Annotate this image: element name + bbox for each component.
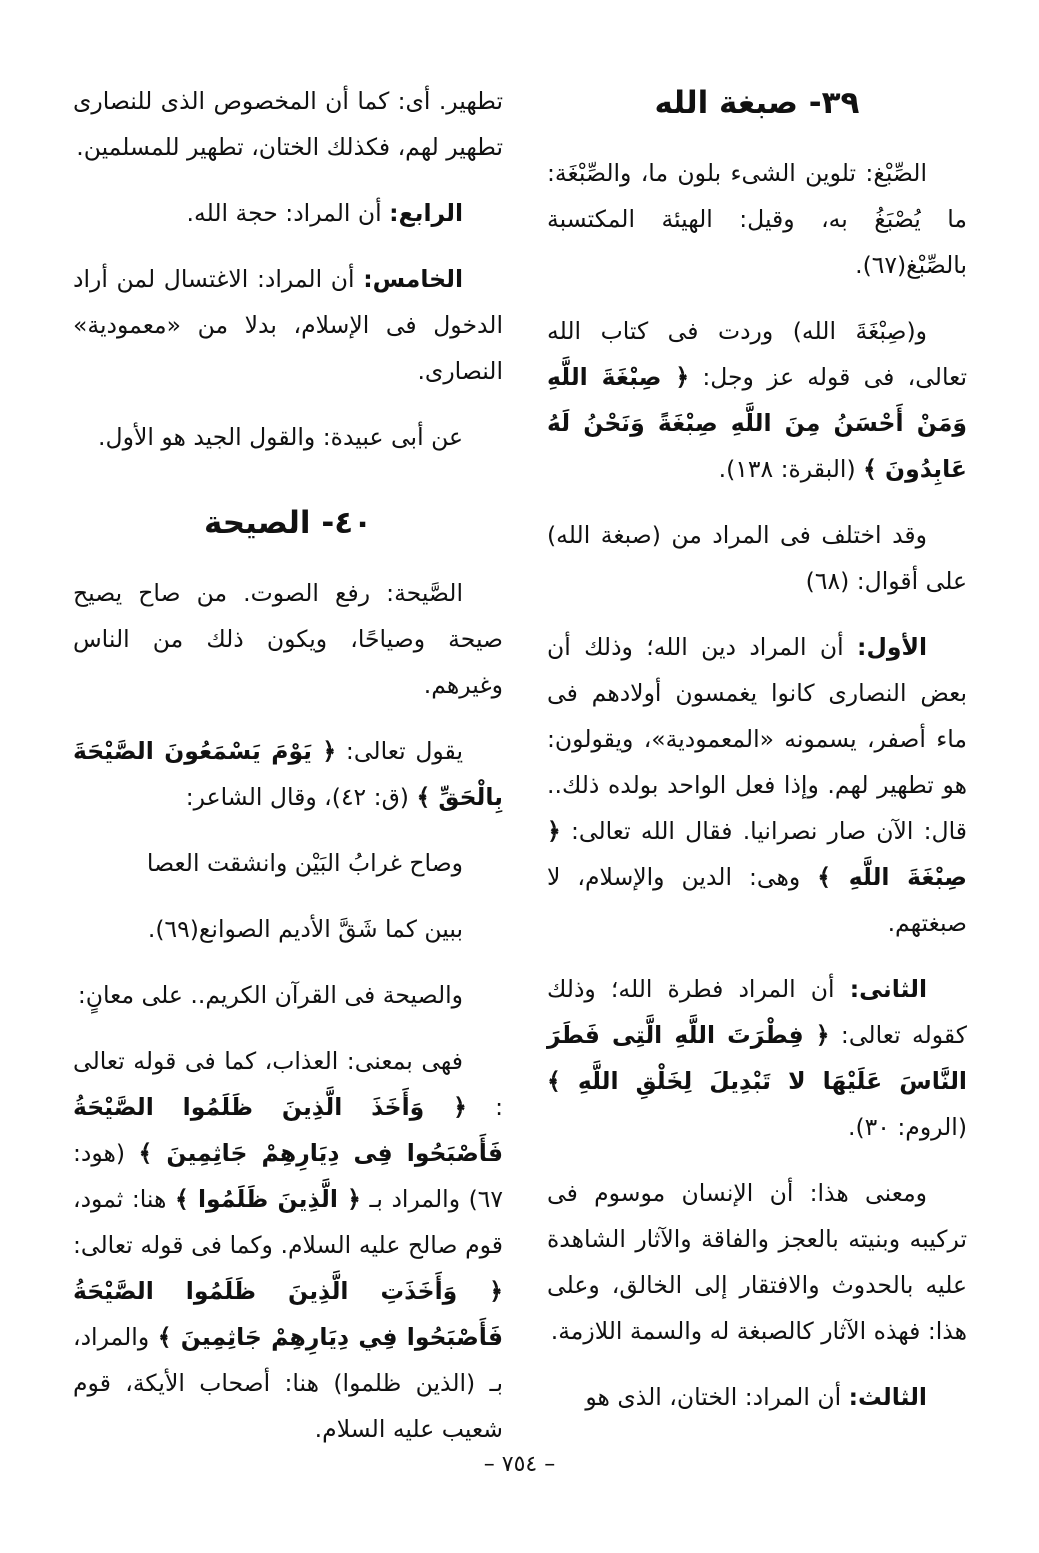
page-number: – ٧٥٤ – [483,1452,556,1477]
paragraph-text: (الروم: ٣٠). [848,1113,967,1141]
right-column [547,78,967,1440]
poetry-line: وصاح غرابُ البَيْن وانشقت العصا [146,849,463,877]
paragraph [73,414,503,460]
paragraph-text: و(صِبْغَةَ الله) وردت فى كتاب الله تعالى، فى قوله عز وجل: [547,317,967,391]
paragraph [73,972,503,1018]
paragraph-text: ومعنى هذا: أن الإنسان موسوم فى تركيبه وبنيته بالعجز والفاقة والآثار الشاهدة عليه بالحدوث والافتقار إلى الخالق، وعلى هذا: فهذه الآثار كالصبغة له والسمة اللازمة. [547,1179,967,1345]
left-column [73,78,503,1472]
paragraph-text: الصِّبْغ: تلوين الشىء بلون ما، والصِّبْغَة: ما يُصْبَغُ به، وقيل: الهيئة المكتسبة بالصِّبْغ(٦٧). [547,159,967,279]
paragraph-text: وقد اختلف فى المراد من (صبغة الله) على أقوال: (٦٨) [547,521,967,595]
quran-verse: ﴿ الَّذِينَ ظَلَمُوا ﴾ [174,1185,361,1213]
paragraph-text: يقول تعالى: [336,737,463,765]
paragraph [73,1038,503,1452]
paragraph-text: أن المراد فطرة الله؛ وذلك كقوله تعالى: [547,975,967,1049]
paragraph [547,1170,967,1354]
paragraph-text: والصيحة فى القرآن الكريم.. على معانٍ: [77,981,463,1009]
quran-verse: ﴿ يَوْمَ يَسْمَعُونَ الصَّيْحَةَ بِالْحَقِّ ﴾ [73,737,503,811]
paragraph [547,624,967,946]
section-heading-40: ٤٠- الصيحة [203,505,373,541]
paragraph-text: الصَّيحة: رفع الصوت. من صاح يصيح صيحة وصياحًا، ويكون ذلك من الناس وغيرهم. [73,579,503,699]
paragraph [547,966,967,1150]
opinion-label: الخامس: [363,265,463,293]
quran-verse: ﴿ صِبْغَةَ اللَّهِ ﴾ [547,817,967,891]
opinion-label: الثالث: [848,1383,927,1411]
quran-verse: ﴿ فِطْرَتَ اللَّهِ الَّتِى فَطَرَ النَّاسَ عَلَيْهَا لا تَبْدِيلَ لِخَلْقِ اللَّهِ ﴾ [547,1021,967,1095]
paragraph [547,150,967,288]
quran-verse: ﴿ صِبْغَةَ اللَّهِ وَمَنْ أَحْسَنُ مِنَ اللَّهِ صِبْغَةً وَنَحْنُ لَهُ عَابِدُونَ ﴾ [547,363,967,483]
poetry-line: ببين كما شَقَّ الأديم الصوانع(٦٩). [147,915,463,943]
paragraph [73,256,503,394]
paragraph-text: هنا: ثمود، قوم صالح عليه السلام. وكما فى قوله تعالى: [73,1185,503,1259]
paragraph-text: عن أبى عبيدة: والقول الجيد هو الأول. [98,423,463,451]
quran-verse: ﴿ وَأَخَذَتِ الَّذِينَ ظَلَمُوا الصَّيْحَةُ فَأَصْبَحُوا فِي دِيَارِهِمْ جَاثِمِينَ ﴾ [73,1277,504,1351]
paragraph-text: أن المراد دين الله؛ وذلك أن بعض النصارى كانوا يغمسون أولادهم فى ماء أصفر، يسمونه «المعمودية»، ويقولون: هو تطهير لهم. وإذا فعل الواحد بولده ذلك.. قال: الآن صار نصرانيا. فقال الله تعالى: [547,633,967,845]
paragraph [73,78,503,170]
paragraph-text: أن المراد: الختان، الذى هو [585,1383,849,1411]
paragraph [73,190,503,236]
opinion-label: الرابع: [389,199,463,227]
paragraph-text: تطهير. أى: كما أن المخصوص الذى للنصارى تطهير لهم، فكذلك الختان، تطهير للمسلمين. [73,87,503,161]
paragraph-text: والمراد، بـ (الذين ظلموا) هنا: أصحاب الأيكة، قوم شعيب عليه السلام. [73,1323,503,1443]
paragraph-text: فهى بمعنى: العذاب، كما فى قوله تعالى : [73,1047,503,1121]
paragraph-text: (هود: ٦٧) والمراد بـ [73,1139,503,1213]
paragraph [547,512,967,604]
quran-verse: ﴿ وَأَخَذَ الَّذِينَ ظَلَمُوا الصَّيْحَةُ فَأَصْبَحُوا فِى دِيَارِهِمْ جَاثِمِينَ ﴾ [73,1093,504,1167]
paragraph-text: (البقرة: ١٣٨). [718,455,864,483]
paragraph-text: وهى: الدين والإسلام، لا صبغتهم. [547,863,967,937]
paragraph-text: أن المراد: حجة الله. [186,199,390,227]
paragraph [547,308,967,492]
paragraph [73,728,503,820]
section-heading-39: ٣٩- صبغة الله [654,85,860,121]
paragraph [73,570,503,708]
paragraph-text: (ق: ٤٢)، وقال الشاعر: [185,783,417,811]
paragraph [547,1374,967,1420]
opinion-label: الثانى: [849,975,927,1003]
opinion-label: الأول: [857,633,927,661]
paragraph-text: أن المراد: الاغتسال لمن أراد الدخول فى الإسلام، بدلا من «معمودية» النصارى. [73,265,503,385]
